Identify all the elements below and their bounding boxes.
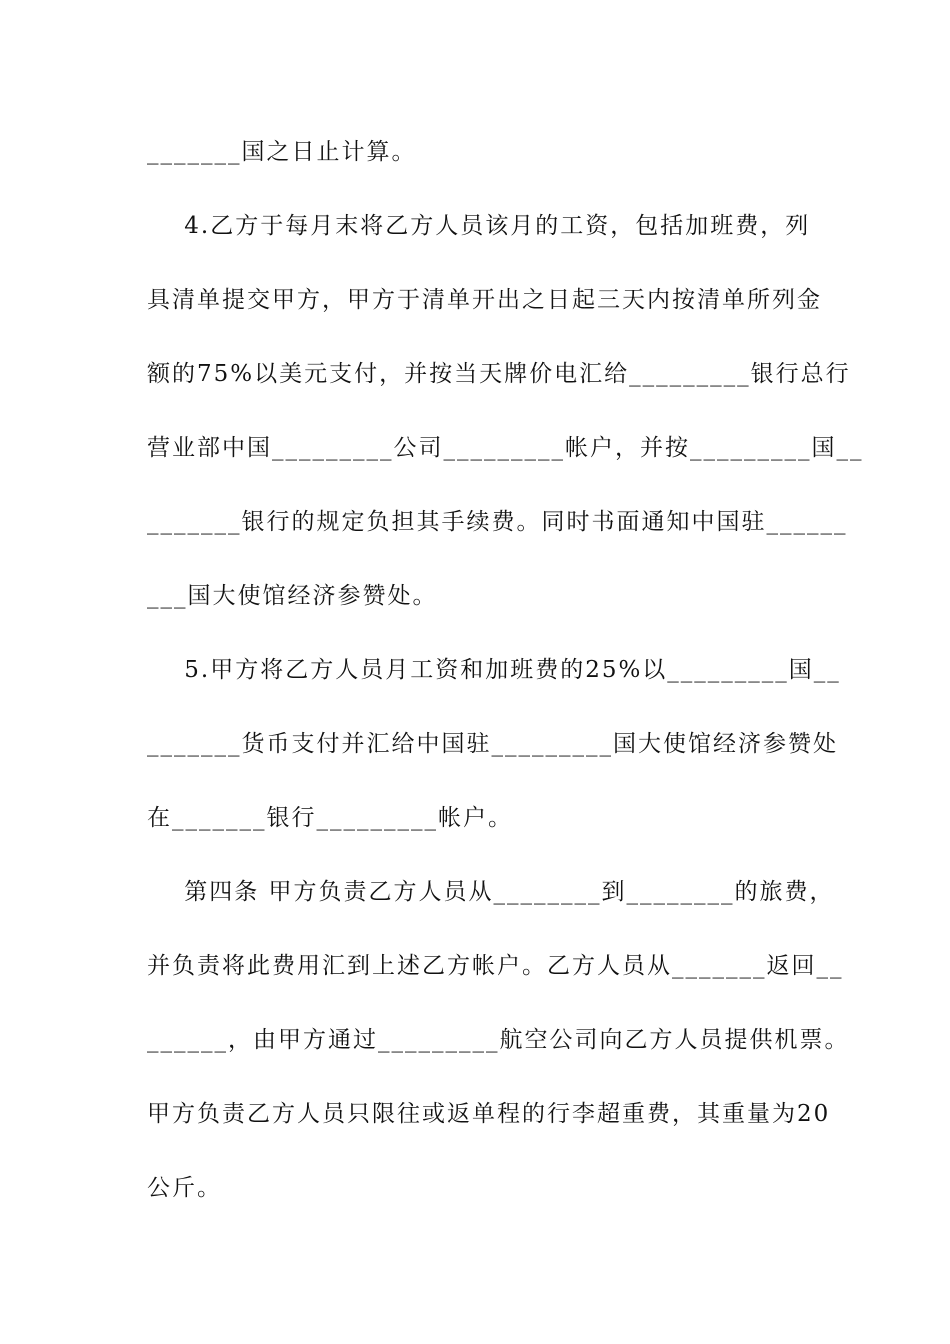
text-line: 甲方负责乙方人员只限往或返单程的行李超重费，其重量为20: [147, 1101, 831, 1127]
text-line: 5.甲方将乙方人员月工资和加班费的25%以_________国__: [147, 657, 841, 683]
text-line: ___国大使馆经济参赞处。: [147, 583, 438, 609]
text-line: 第四条 甲方负责乙方人员从________到________的旅费，: [147, 879, 835, 905]
text-line: _______银行的规定负担其手续费。同时书面通知中国驻______: [147, 509, 848, 535]
text-line: 额的75%以美元支付，并按当天牌价电汇给_________银行总行: [147, 361, 851, 387]
text-line: _______货币支付并汇给中国驻_________国大使馆经济参赞处: [147, 731, 838, 757]
text-line: 4.乙方于每月末将乙方人员该月的工资，包括加班费，列: [147, 213, 811, 239]
text-line: 具清单提交甲方，甲方于清单开出之日起三天内按清单所列金: [147, 287, 822, 313]
text-line: 营业部中国_________公司_________帐户，并按_________国__: [147, 435, 864, 461]
text-line: 并负责将此费用汇到上述乙方帐户。乙方人员从_______返回__: [147, 953, 844, 979]
text-line: ______，由甲方通过_________航空公司向乙方人员提供机票。: [147, 1027, 850, 1053]
text-line: 公斤。: [147, 1175, 222, 1201]
text-line: _______国之日止计算。: [147, 139, 417, 165]
text-line: 在_______银行_________帐户。: [147, 805, 513, 831]
